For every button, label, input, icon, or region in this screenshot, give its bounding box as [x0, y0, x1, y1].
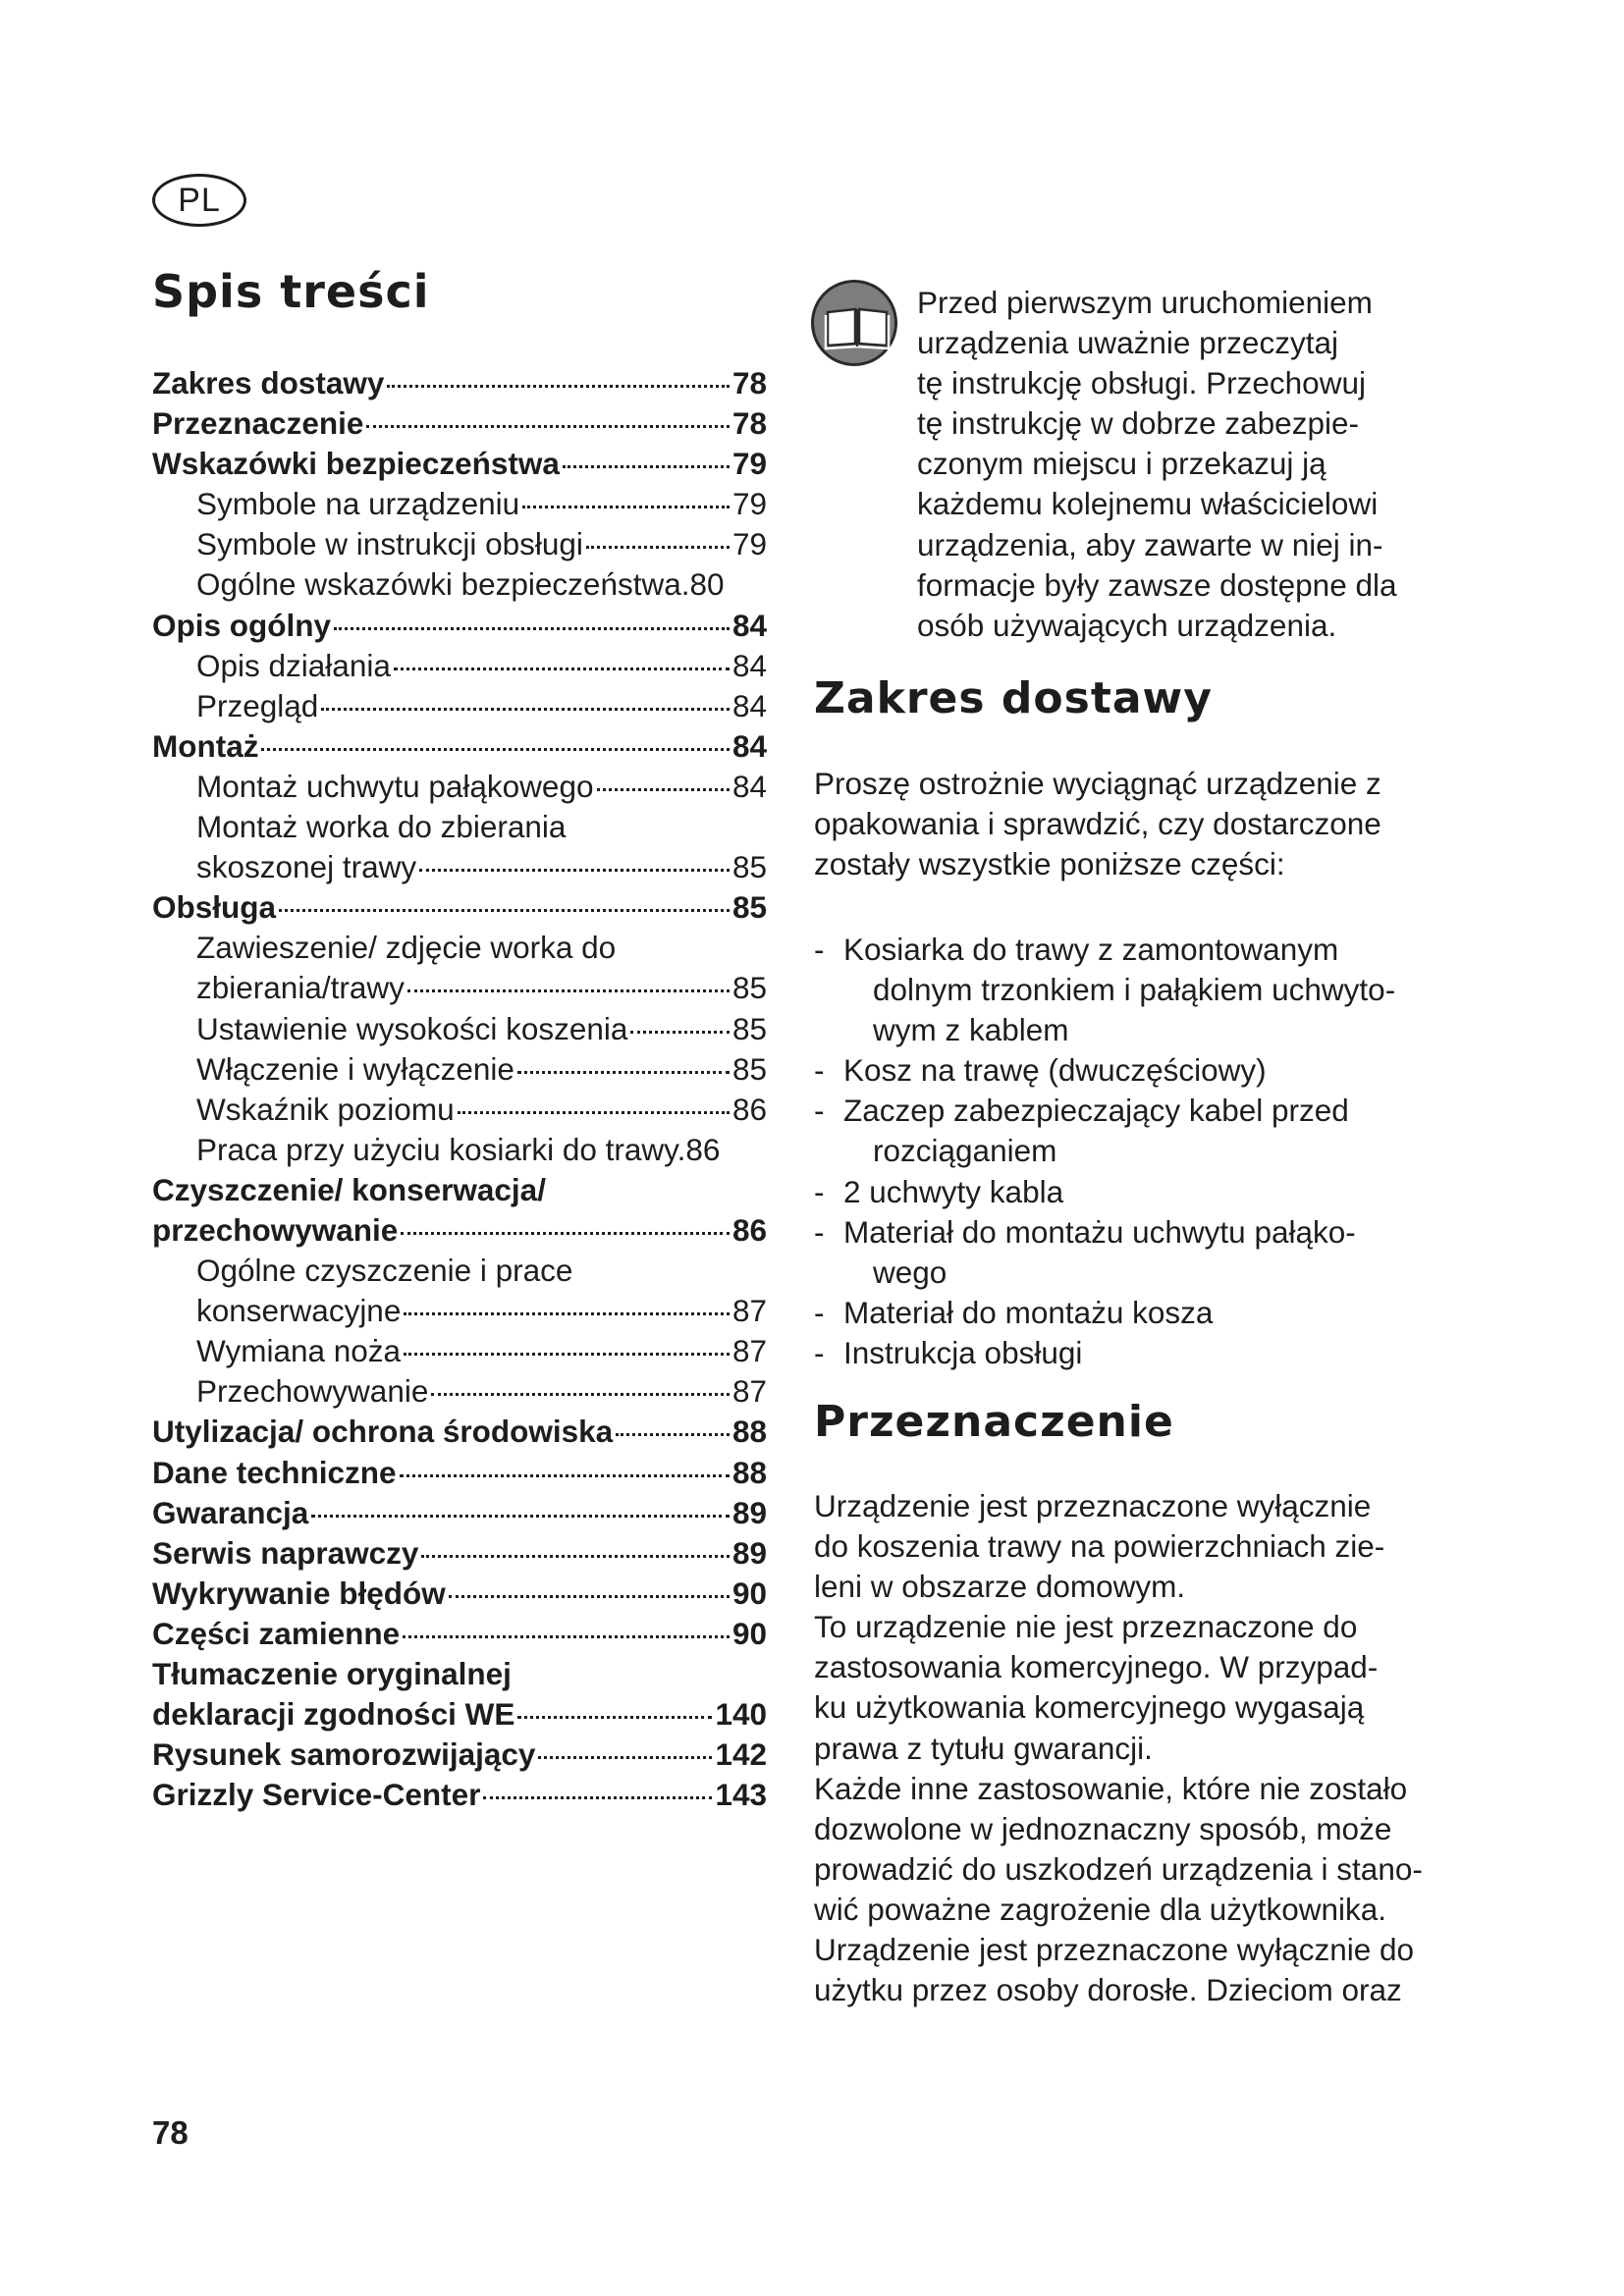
toc-entry — [152, 686, 767, 726]
list-item-line: wego — [873, 1254, 947, 1290]
toc-entry-page: 85 — [731, 970, 767, 1006]
paragraph-line: użytku przez osoby dorosłe. Dzieciom oraz — [814, 1972, 1402, 2008]
toc-entry-label: Włączenie i wyłączenie — [196, 1050, 514, 1087]
toc-entry — [152, 887, 767, 928]
delivery-list — [814, 930, 1452, 1373]
toc-entry-page: 87 — [731, 1373, 767, 1410]
toc-entry-label: Obsługa — [152, 889, 277, 926]
toc-entry-page: 85 — [731, 1010, 767, 1046]
list-item-line: wym z kablem — [873, 1012, 1069, 1048]
toc-entry-label: Serwis naprawczy — [152, 1534, 419, 1571]
paragraph-line: To urządzenie nie jest przeznaczone do — [814, 1609, 1358, 1645]
intro-line: formacje były zawsze dostępne dla — [917, 566, 1397, 603]
toc-entry-label: zbierania/trawy — [196, 970, 405, 1006]
toc-entry-page: 89 — [731, 1494, 767, 1530]
paragraph-line: Urządzenie jest przeznaczone wyłącznie — [814, 1488, 1372, 1523]
list-item-line: Kosz na trawę (dwuczęściowy) — [843, 1052, 1267, 1089]
toc-entry-label: Ogólne czyszczenie i prace — [196, 1253, 573, 1289]
toc-entry-page: 79 — [731, 446, 767, 482]
toc-entry — [152, 1533, 767, 1574]
bullet-dash: - — [814, 1052, 825, 1089]
list-item-line: 2 uchwyty kabla — [843, 1173, 1064, 1209]
toc-entry — [152, 564, 767, 605]
toc-entry-page: 88 — [731, 1414, 767, 1450]
toc-entry-label: Montaż worka do zbierania — [196, 809, 567, 845]
paragraph-line: leni w obszarze domowym. — [814, 1569, 1186, 1605]
toc-leader-dots — [431, 1393, 730, 1396]
toc-entry — [152, 524, 767, 564]
toc-entry — [152, 1735, 767, 1775]
paragraph-line: zostały wszystkie poniższe części: — [814, 846, 1285, 882]
toc-entry-label: Symbole w instrukcji obsługi — [196, 526, 583, 562]
list-item — [814, 930, 1452, 1050]
list-item-text — [843, 1050, 1452, 1091]
toc-entry — [152, 1251, 767, 1291]
intro-line: czonym miejscu i przekazuj ją — [917, 446, 1326, 482]
list-item-line: Instrukcja obsługi — [843, 1334, 1083, 1370]
paragraph-line: Proszę ostrożnie wyciągnąć urządzenie z — [814, 766, 1381, 801]
toc-leader-dots — [387, 385, 730, 388]
toc-leader-dots — [401, 1232, 730, 1235]
toc-leader-dots — [366, 425, 730, 428]
list-item-line: Materiał do montażu kosza — [843, 1294, 1214, 1330]
toc-entry-label: Tłumaczenie oryginalnej — [152, 1656, 512, 1691]
toc-leader-dots — [407, 989, 730, 992]
list-item — [814, 1091, 1452, 1171]
list-item — [814, 1293, 1452, 1333]
toc-entry-label: Części zamienne — [152, 1615, 401, 1651]
bullet-dash: - — [814, 1213, 825, 1250]
paragraph-line: ku użytkowania komercyjnego wygasają — [814, 1689, 1365, 1726]
toc-entry — [152, 928, 767, 968]
toc-entry-label: Opis ogólny — [152, 607, 332, 643]
intro-notice — [917, 283, 1447, 646]
bullet-dash: - — [814, 1294, 825, 1330]
toc-entry — [152, 484, 767, 524]
intro-line: każdemu kolejnemu właścicielowi — [917, 486, 1379, 522]
toc-entry-label: Dane techniczne — [152, 1454, 397, 1490]
toc-entry-label: skoszonej trawy — [196, 849, 417, 885]
toc-entry — [152, 444, 767, 484]
toc-entry-label: Przeznaczenie — [152, 405, 364, 442]
paragraph-line: zastosowania komercyjnego. W przypad- — [814, 1649, 1379, 1685]
list-item-line: dolnym trzonkiem i pałąkiem uchwyto- — [873, 972, 1396, 1008]
language-badge: PL — [152, 174, 246, 227]
list-item — [814, 1172, 1452, 1212]
toc-entry — [152, 726, 767, 767]
toc-entry-page: 79 — [731, 526, 767, 562]
paragraph-line: Każde inne zastosowanie, które nie zostało — [814, 1770, 1408, 1806]
toc-entry — [152, 1371, 767, 1412]
toc-entry — [152, 646, 767, 686]
toc-entry — [152, 403, 767, 444]
intro-line: urządzenia, aby zawarte w niej in- — [917, 526, 1383, 562]
toc-leader-dots — [630, 1031, 730, 1034]
toc-entry-page: 90 — [731, 1575, 767, 1611]
bullet-dash: - — [814, 1093, 825, 1129]
toc-entry-label: Rysunek samorozwijający — [152, 1736, 536, 1773]
toc-leader-dots — [334, 627, 730, 630]
toc-entry-page: 87 — [731, 1333, 767, 1369]
toc-entry-label: Wskaźnik poziomu — [196, 1091, 455, 1127]
toc-title: Spis treści — [152, 265, 430, 318]
page-number: 78 — [152, 2114, 189, 2151]
toc-entry-label: Grizzly Service-Center — [152, 1777, 481, 1813]
toc-leader-dots — [419, 869, 730, 872]
toc-entry — [152, 1654, 767, 1694]
toc-entry-page: 86 — [731, 1091, 767, 1127]
toc-entry-page: 78 — [731, 365, 767, 400]
toc-entry — [152, 1775, 767, 1815]
toc-entry — [152, 1574, 767, 1614]
paragraph-line: opakowania i sprawdzić, czy dostarczone — [814, 806, 1381, 842]
toc-entry — [152, 847, 767, 887]
list-item-text — [843, 1333, 1452, 1373]
toc-entry-page: 85 — [731, 1050, 767, 1087]
bullet-dash: - — [814, 1334, 825, 1370]
paragraph-line: prowadzić do uszkodzeń urządzenia i stano- — [814, 1850, 1423, 1887]
toc-entry-label: Montaż — [152, 727, 259, 764]
toc-entry-page: 86 — [731, 1211, 767, 1248]
toc-leader-dots — [483, 1796, 712, 1799]
toc-entry — [152, 1130, 767, 1170]
section-heading-delivery: Zakres dostawy — [814, 673, 1213, 723]
toc-entry — [152, 1049, 767, 1090]
toc-entry — [152, 807, 767, 847]
toc-leader-dots — [421, 1555, 730, 1558]
toc-entry-page: 84 — [731, 647, 767, 683]
manual-book-icon — [811, 280, 897, 366]
toc-entry — [152, 1331, 767, 1371]
intro-line: urządzenia uważnie przeczytaj — [917, 325, 1338, 361]
toc-leader-dots — [563, 465, 730, 468]
list-item — [814, 1050, 1452, 1091]
table-of-contents — [152, 363, 767, 1815]
list-item-text — [843, 1172, 1452, 1212]
toc-entry-page: 84 — [731, 607, 767, 643]
toc-entry-label: Zakres dostawy — [152, 365, 385, 400]
delivery-paragraph — [814, 764, 1452, 884]
toc-entry-label: deklaracji zgodności WE — [152, 1696, 515, 1733]
toc-entry — [152, 1412, 767, 1452]
toc-entry — [152, 1453, 767, 1493]
toc-entry — [152, 363, 767, 403]
toc-entry-page: 142 — [715, 1736, 767, 1773]
toc-entry-label: Opis działania — [196, 647, 391, 683]
toc-leader-dots — [321, 708, 730, 711]
toc-entry — [152, 1614, 767, 1654]
toc-leader-dots — [522, 506, 730, 508]
toc-entry-label: Przechowywanie — [196, 1373, 429, 1410]
toc-leader-dots — [586, 546, 730, 549]
bullet-dash: - — [814, 1173, 825, 1209]
paragraph-line: wić poważne zagrożenie dla użytkownika. — [814, 1891, 1387, 1927]
paragraph-line: dozwolone w jednoznaczny sposób, może — [814, 1810, 1392, 1846]
toc-entry-page: 87 — [731, 1293, 767, 1329]
paragraph-line: prawa z tytułu gwarancji. — [814, 1730, 1153, 1766]
toc-entry-page: 79 — [731, 486, 767, 522]
toc-entry — [152, 606, 767, 646]
intro-line: Przed pierwszym uruchomieniem — [917, 285, 1373, 320]
toc-entry-label: Wykrywanie błędów — [152, 1575, 446, 1611]
toc-entry-label: przechowywanie — [152, 1211, 399, 1248]
toc-leader-dots — [279, 909, 730, 912]
list-item-text — [843, 930, 1452, 1050]
toc-entry-label: Utylizacja/ ochrona środowiska — [152, 1414, 614, 1450]
toc-entry — [152, 767, 767, 807]
toc-leader-dots — [449, 1595, 730, 1598]
toc-leader-dots — [517, 1716, 712, 1719]
toc-entry-page: 78 — [731, 405, 767, 442]
toc-entry-label: Ogólne wskazówki bezpieczeństwa.80 — [196, 566, 725, 603]
toc-entry-label: Symbole na urządzeniu — [196, 486, 520, 522]
toc-leader-dots — [616, 1433, 730, 1436]
toc-entry-page: 84 — [731, 768, 767, 804]
toc-leader-dots — [597, 788, 730, 791]
toc-leader-dots — [400, 1474, 730, 1477]
toc-leader-dots — [261, 748, 729, 751]
toc-entry — [152, 1694, 767, 1735]
toc-entry-label: Przegląd — [196, 687, 319, 723]
toc-entry-page: 85 — [731, 849, 767, 885]
list-item-text — [843, 1091, 1452, 1171]
toc-entry-page: 85 — [731, 889, 767, 926]
toc-entry-page: 84 — [731, 687, 767, 723]
toc-entry — [152, 1291, 767, 1331]
intro-line: tę instrukcję obsługi. Przechowuj — [917, 365, 1366, 401]
paragraph-line: do koszenia trawy na powierzchniach zie- — [814, 1528, 1385, 1565]
section-heading-purpose: Przeznaczenie — [814, 1397, 1174, 1447]
list-item-line: Zaczep zabezpieczający kabel przed — [843, 1093, 1349, 1129]
list-item-line: rozciąganiem — [873, 1133, 1057, 1169]
toc-entry-page: 84 — [731, 727, 767, 764]
toc-entry — [152, 1170, 767, 1210]
toc-entry-label: konserwacyjne — [196, 1293, 402, 1329]
toc-leader-dots — [394, 667, 730, 670]
toc-entry-page: 140 — [715, 1696, 767, 1733]
list-item — [814, 1212, 1452, 1293]
toc-entry-label: Czyszczenie/ konserwacja/ — [152, 1171, 546, 1207]
toc-leader-dots — [458, 1111, 730, 1114]
toc-leader-dots — [403, 1635, 730, 1638]
intro-line: osób używających urządzenia. — [917, 607, 1337, 643]
toc-entry-label: Praca przy użyciu kosiarki do trawy.86 — [196, 1131, 721, 1167]
toc-entry — [152, 1009, 767, 1049]
list-item-line: Materiał do montażu uchwytu pałąko- — [843, 1213, 1356, 1250]
purpose-paragraph — [814, 1486, 1452, 2010]
toc-leader-dots — [517, 1071, 730, 1074]
toc-entry-label: Gwarancja — [152, 1494, 309, 1530]
toc-entry-label: Wymiana noża — [196, 1333, 402, 1369]
toc-leader-dots — [311, 1515, 730, 1518]
toc-entry-page: 143 — [715, 1777, 767, 1813]
list-item-text — [843, 1293, 1452, 1333]
bullet-dash: - — [814, 932, 825, 967]
toc-entry-page: 89 — [731, 1534, 767, 1571]
paragraph-line: Urządzenie jest przeznaczone wyłącznie do — [814, 1932, 1415, 1968]
toc-entry — [152, 1090, 767, 1130]
toc-leader-dots — [404, 1312, 730, 1315]
toc-leader-dots — [538, 1756, 712, 1759]
toc-entry-label: Zawieszenie/ zdjęcie worka do — [196, 930, 617, 966]
list-item-text — [843, 1212, 1452, 1293]
toc-leader-dots — [404, 1353, 730, 1356]
toc-entry-page: 90 — [731, 1615, 767, 1651]
toc-entry — [152, 1493, 767, 1533]
list-item — [814, 1333, 1452, 1373]
list-item-line: Kosiarka do trawy z zamontowanym — [843, 932, 1339, 967]
toc-entry-label: Ustawienie wysokości koszenia — [196, 1010, 628, 1046]
toc-entry — [152, 1210, 767, 1251]
toc-entry — [152, 968, 767, 1008]
toc-entry-label: Wskazówki bezpieczeństwa — [152, 446, 560, 482]
toc-entry-label: Montaż uchwytu pałąkowego — [196, 768, 594, 804]
toc-entry-page: 88 — [731, 1454, 767, 1490]
intro-line: tę instrukcję w dobrze zabezpie- — [917, 405, 1359, 442]
